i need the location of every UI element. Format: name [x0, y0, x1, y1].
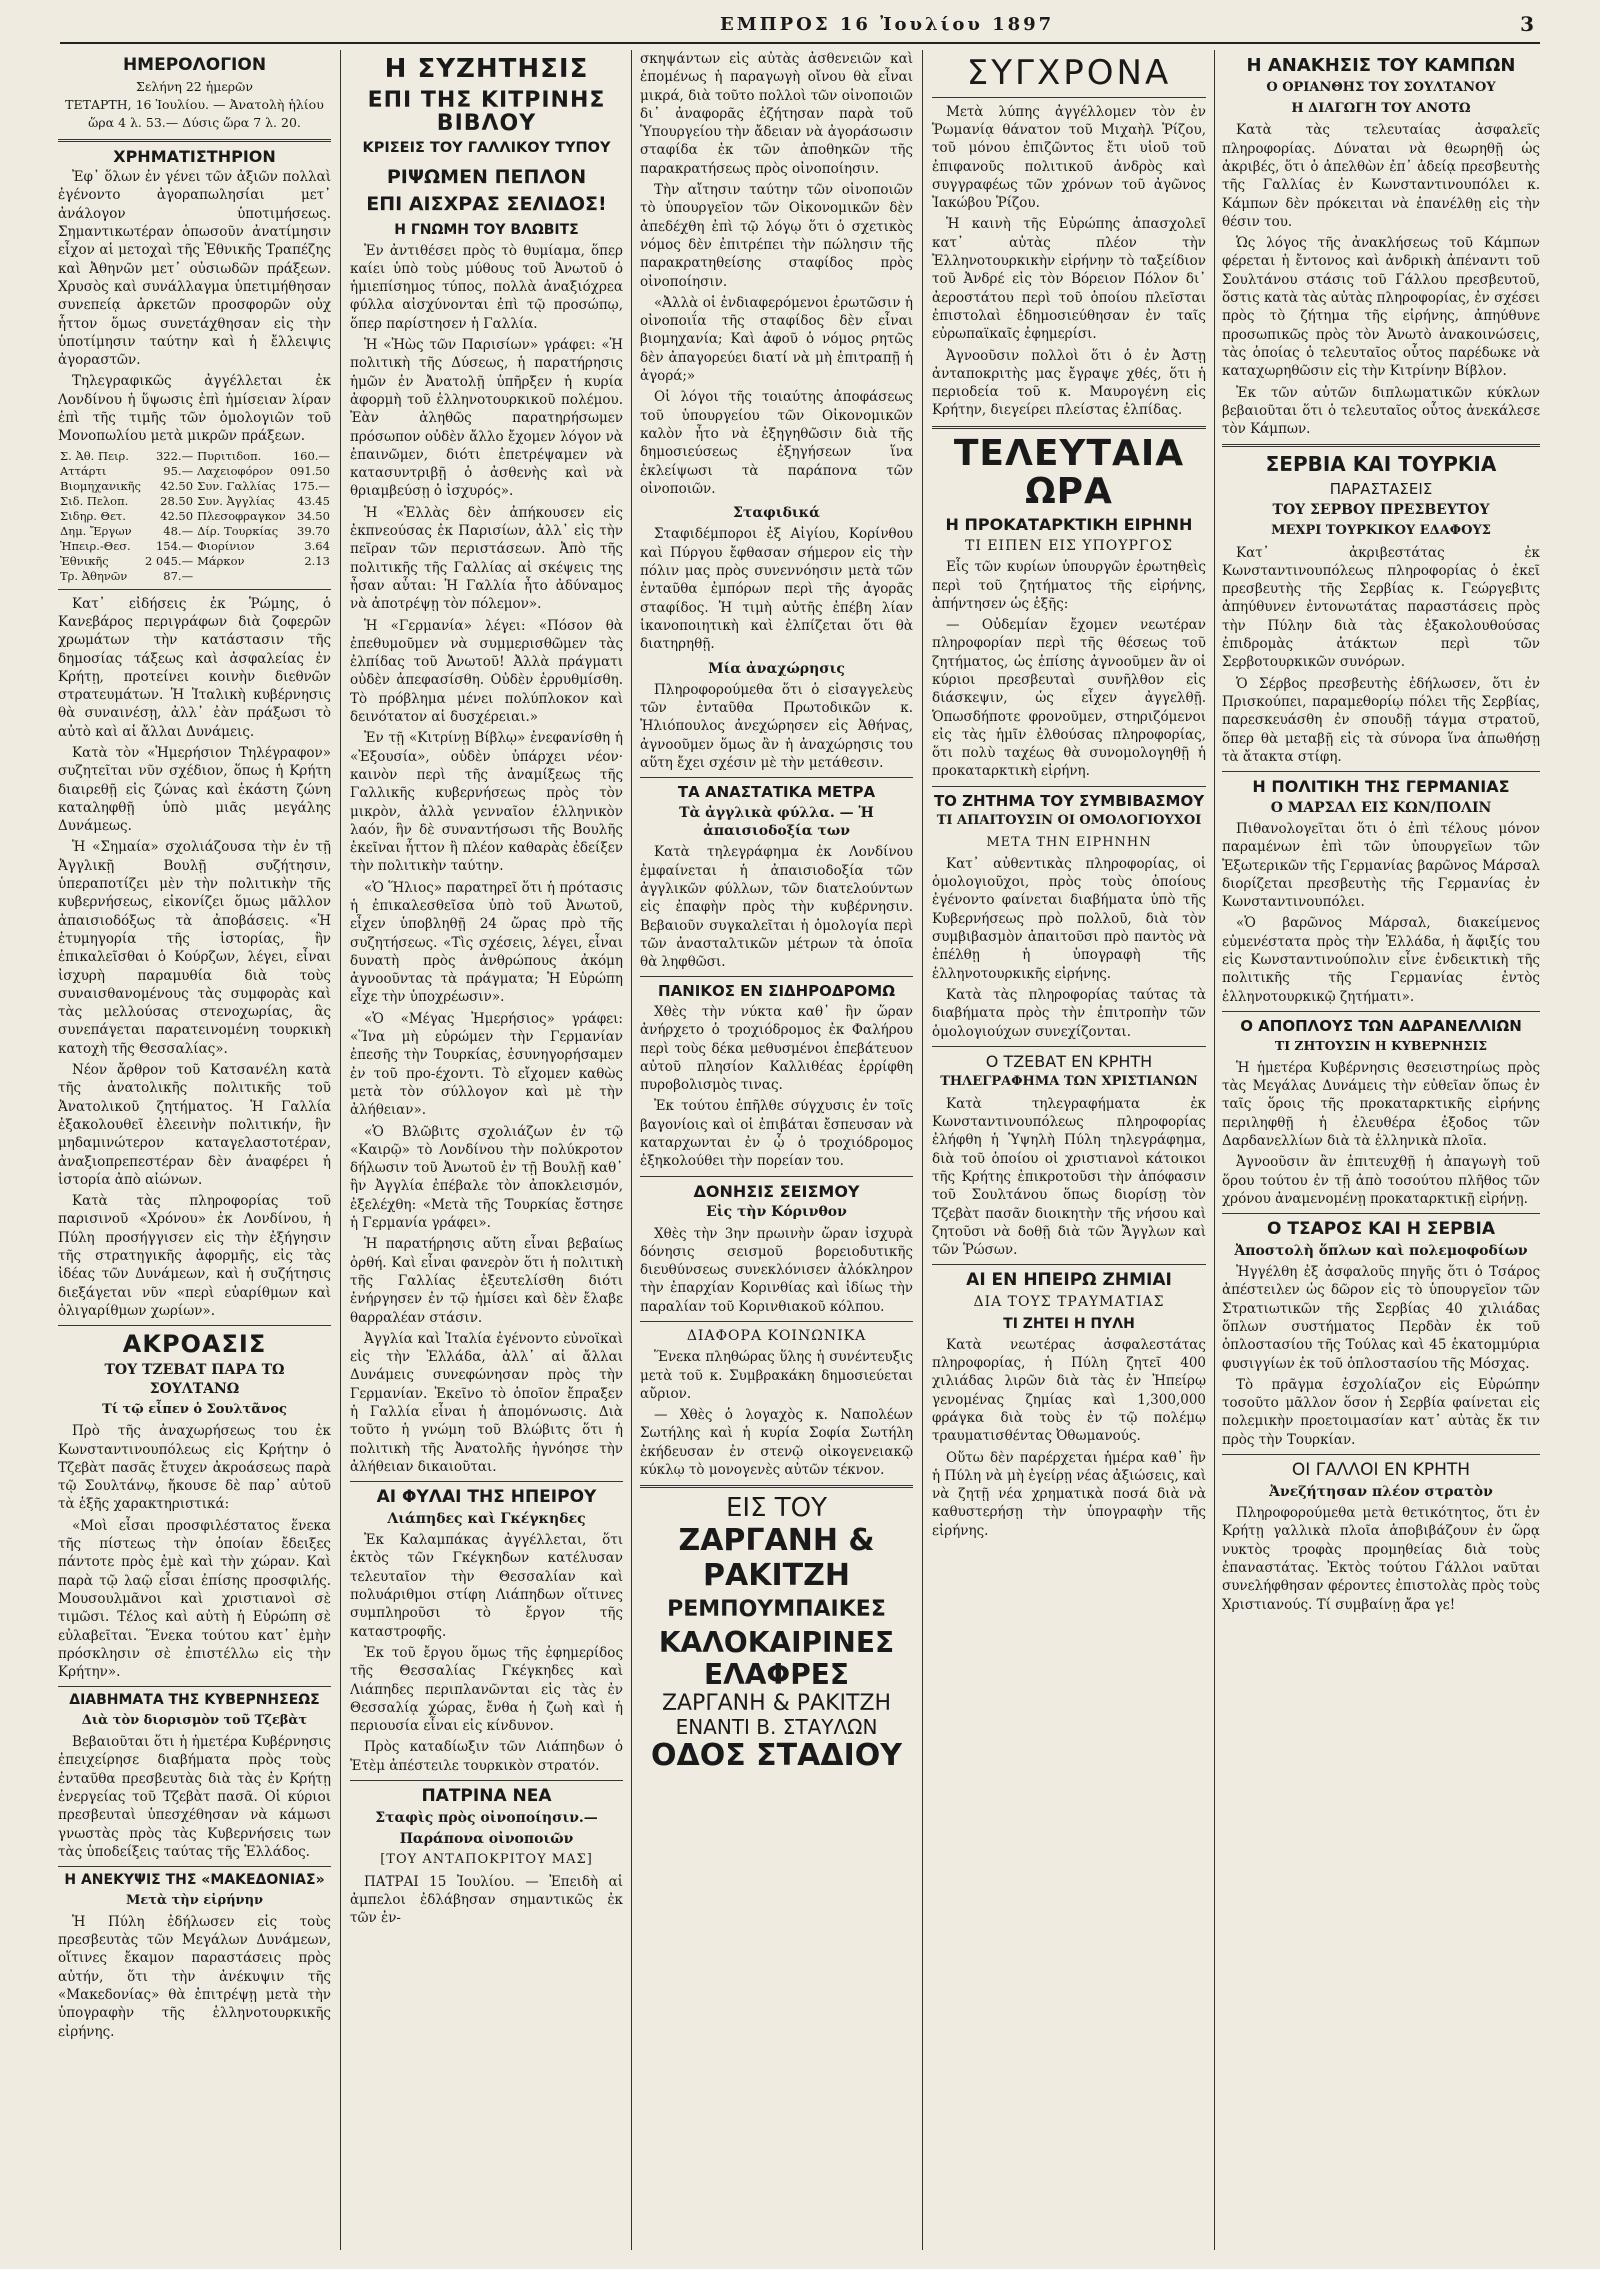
article-paragraph: «Ὁ «Μέγας Ἠμερήσιος» γράφει: «Ἵνα μὴ εὑρώμεν τὴν Γερμανίαν ἐπεσῆς τὴν Τουρκίας, ἐσυνηγορήσαμεν ἐν τοῦ προ-έχοντι. Τὸ εἴχομεν καθὼς μετὰ τὸν σύλλογον καὶ μὲ τὴν ἀλήθειαν».: [350, 1010, 623, 1119]
article-subtitle: Ἀποστολὴ ὅπλων καὶ πολεμοφοδίων: [1234, 1242, 1528, 1259]
table-row: Σιδηρ. Θετ. 42.50 Πλεσοφραγκον 34.50: [60, 508, 330, 523]
article-title: ΠΑΤΡΙΝΑ ΝΕΑ: [421, 1786, 552, 1807]
article-paragraph: «Ἀλλὰ οἱ ἐνδιαφερόμενοι ἐρωτῶσιν ἡ οἰνοποιΐα τῆς σταφίδος δὲν εἶναι βιομηχανία; Καὶ ἀφοῦ ὁ νόμος ρητῶς δὲν ἀπαγορεύει διατί νὰ μὴ ἐπιτραπῇ ἡ ἀγορά;»: [640, 294, 913, 385]
column-5: [1222, 50, 1540, 2250]
news-paragraph: Νέον ἄρθρον τοῦ Κατσανέλη κατὰ τῆς ἀνατολικῆς πολιτικῆς τοῦ Ἀνατολικοῦ ζητήματος. Ἡ Γαλλία ἐξακολουθεῖ ἐλεεινὴν πολιτικήν, ἣν μηδαμινώτερον καταγελαστοτέραν, ἀναξιοπρεπεστέραν δὲν ἀναφέρει ἡ ἱστορία ἀπὸ αἰώνων.: [58, 1062, 331, 1188]
article-paragraph: Κατ᾽ ἀκριβεστάτας ἐκ Κωνσταντινουπόλεως πληροφορίας ὁ ἐκεῖ πρεσβευτὴς τῆς Σερβίας κ. Γεώργεβιτς ἀπηύθυνεν ἐντονωτάτας παραστάσεις πρὸς τὴν Πύλην διὰ τὰς ἐξακολουθούσας ἐπιδρομὰς ἀτάκτων περὶ τῶν Σερβοτουρκικῶν συνόρων.: [1222, 544, 1540, 671]
column-rule: [631, 50, 632, 2250]
article-paragraph: Κατὰ νεωτέρας ἀσφαλεστάτας πληροφορίας, ἡ Πύλη ζητεῖ 400 χιλιάδας λιρῶν διὰ τὰς ἐν Ἠπείρῳ γενομένας ζημίας καὶ 1,300,000 φράγκα διὰ τοὺς ἐν τῷ πολέμῳ τραυματισθέντας Ὀθωμανούς.: [932, 1336, 1206, 1445]
ad-line: ΖΑΡΓΑΝΗ & ΡΑΚΙΤΖΗ: [678, 1523, 875, 1593]
column-4: [932, 50, 1206, 2250]
article-subtitle: ΔΙΑ ΤΟΥΣ ΤΡΑΥΜΑΤΙΑΣ: [973, 1294, 1165, 1311]
article-paragraph: Ἀγγλία καὶ Ἰταλία ἐγένοντο εὐνοϊκαὶ εἰς τὴν Ἑλλάδα, ἀλλ᾽ αἱ ἄλλαι Δυνάμεις συνεφώνησαν πρὸς τὴν Γερμανίαν. Ἐκεῖνο τὸ ὁποῖον ἔπραξεν ἡ Γαλλία εἶναι ἡ ἀπομόνωσις. Διὰ τοῦτο ἡ γνώμη τοῦ Βλώβιτς ὅτι ἡ πολιτικὴ τῆς Ἀνατολῆς ἠγνόησε τὴν ἀλήθειαν δικαιοῦται.: [350, 1330, 623, 1475]
article-paragraph: — Χθὲς ὁ λογαχὸς κ. Ναπολέων Σωτήλης καὶ ἡ κυρία Σοφία Σωτήλη ἐκήδευσαν ἐν στενῷ οἰκογενειακῷ κύκλῳ τὸ μονογενὲς αὐτῶν τέκνον.: [640, 1407, 913, 1479]
article-subtitle: Σταφὶς πρὸς οἰνοποίησιν.—: [375, 1809, 598, 1826]
article-paragraph: «Ὁ Βλῶβιτς σχολιάζων ἐν τῷ «Καιρῷ» τὸ Λονδίνου τὴν πολύκροτον δήλωσιν τοῦ Ἀνωτοῦ ἐν τῇ Βουλῇ καθ᾽ ἣν Ἀγγλία ἐπέβαλε τὸν ἀποκλεισμόν, ἐξελέχθη: «Μετὰ τῆς Τουρκίας ἔστησε ἡ Γερμανία γράφει».: [350, 1123, 623, 1232]
article-subtitle: ΤΟΥ ΤΖΕΒΑΤ ΠΑΡΑ ΤΩ ΣΟΥΛΤΑΝΩ: [104, 1362, 285, 1397]
divider: [350, 1481, 623, 1482]
divider: [58, 1686, 331, 1687]
article-paragraph: Σταφιδέμποροι ἐξ Αἰγίου, Κορίνθου καὶ Πύργου ἔφθασαν σήμερον εἰς τὴν πόλιν μας πρὸς συνεννόησιν μετὰ τῶν ἐνταῦθα ἐμπόρων περὶ τῆς ἀγορᾶς σταφίδος. Ἡ τιμὴ αὐτῆς ἐπέβη λίαν ἱκανοποιητικὴ καὶ ἐλπίζεται ὅτι θὰ διατηρηθῇ.: [640, 526, 913, 653]
calendar-title: ΗΜΕΡΟΛΟΓΙΟΝ: [122, 55, 267, 75]
article-paragraph: Ἡ παρατήρησις αὕτη εἶναι βεβαίως ὀρθή. Καὶ εἶναι φανερὸν ὅτι ἡ πολιτικὴ τῆς Γαλλίας ἐξευτελίσθη διότι ἐνήργησεν ἐν τῷ ἡμίσει καὶ δὲν ἔλαβε θαρραλέαν στάσιν.: [350, 1236, 623, 1326]
ad-line: ΕΙΣ ΤΟΥ: [725, 1493, 828, 1524]
table-row: Ἠπειρ.-Θεσ. 154.— Φιορίνιον 3.64: [60, 538, 330, 553]
divider: [640, 1485, 913, 1488]
article-subtitle: Ο ΜΑΡΣΑΛ ΕΙΣ ΚΩΝ/ΠΟΛΙΝ: [1270, 799, 1492, 816]
divider: [58, 589, 331, 590]
table-row: Βιομηχανικῆς 42.50 Συν. Γαλλίας 175.—: [60, 478, 330, 493]
article-paragraph: Κατὰ τηλεγράφημα ἐκ Λονδίνου ἐμφαίνεται ἡ ἀπαισιοδοξία τῶν ἀγγλικῶν φύλλων, τῶν διατελούντων εἰς ἐπαφὴν πρὸς τὴν κυβέρνησιν. Βεβαιοῦν συγκαλεῖται ἡ ὁμολογία περὶ τῶν ἀνασταλτικῶν μέτρων τὰ ὁποῖα θὰ ληφθῶσι.: [640, 844, 913, 971]
market-paragraph: Ἐφ᾽ ὅλων ἐν γένει τῶν ἀξιῶν πολλαὶ ἐγένοντο ἀγοραπωλησίαι μετ᾽ ἀνάλογον ὑποτιμήσεως. Σημαντικωτέραν ὁπωσοῦν ἀνατίμησιν εἶχον αἱ μετοχαὶ τῆς Ἐθνικῆς Τραπέζης καὶ Ἀθηνῶν μετ᾽ οὐσιωδῶν πράξεων. Χρυσὸς καὶ συνάλλαγμα ὑπετιμήθησαν συνεπείᾳ ἀρκετῶν προσφορῶν οὐχ ἧττον ὅμως συνετάχθησαν εἰς τὴν ὑποτίμησιν ταύτην καὶ ἡ ἔλλειψις ἀγοραστῶν.: [58, 169, 331, 369]
article-paragraph: Οἱ λόγοι τῆς τοιαύτης ἀποφάσεως τοῦ ὑπουργείου τῶν Οἰκονομικῶν καλὸν ἦτο νὰ ἐξηγηθῶσιν διὰ τῆς δημοσιεύσεως ἐξηγήσεων ἵνα ἐκλείψωσι τὰ παράπονα τῶν οἰνοποιῶν.: [640, 389, 913, 497]
masthead: [60, 8, 1540, 44]
article-paragraph: Ἕνεκα πληθώρας ὕλης ἡ συνέντευξις μετὰ τοῦ κ. Συμβρακάκη δημοσιεύεται αὔριον.: [640, 1349, 913, 1402]
article-paragraph: Ἐκ τῶν αὐτῶν διπλωματικῶν κύκλων βεβαιοῦται ὅτι ὁ τελευταῖος οὗτος ἀνεκάλεσε τὸν Κάμπων.: [1222, 384, 1540, 438]
divider: [1222, 1213, 1540, 1214]
article-title: ΟΙ ΓΑΛΛΟΙ ΕΝ ΚΡΗΤΗ: [1291, 1460, 1471, 1481]
article-title: ΣΕΡΒΙΑ ΚΑΙ ΤΟΥΡΚΙΑ: [1265, 452, 1497, 477]
article-paragraph: ΠΑΤΡΑΙ 15 Ἰουλίου. — Ἐπειδὴ αἱ ἀμπελοι ἐδλάβησαν σημαντικῶς ἐκ τῶν ἐν-: [350, 1873, 623, 1927]
article-title: ΔΙΑΦΟΡΑ ΚΟΙΝΩΝΙΚΑ: [686, 1328, 867, 1344]
article-paragraph: Ἡ ἡμετέρα Κυβέρνησις θεσειστηρίως πρὸς τὰς Μεγάλας Δυνάμεις τὴν εὐθεῖαν ὅπως ἐν ταῖς ὅροις τῆς προκαταρκτικῆς εἰρήνης περιληφθῇ ἡ ἐλευθέρα ἐξοδος τῶν Δαρδανελλίων διὰ τὰ ἑλληνικὰ πλοῖα.: [1222, 1059, 1540, 1149]
article-paragraph: Ὁ Σέρβος πρεσβευτὴς ἐδήλωσεν, ὅτι ἐν Πρισκούπει, παραμεθορίῳ πόλει τῆς Σερβίας, παρεσκευάσθη ἐν σπουδῇ τάγμα στρατοῦ, ὅπερ θὰ μεταβῇ εἰς τὰ σύνορα ἵνα ἀπωθήσῃ τὰ ἄτακτα στίφη.: [1222, 675, 1540, 765]
divider: [58, 139, 331, 142]
article-title: ΑΚΡΟΑΣΙΣ: [122, 1330, 267, 1359]
article-paragraph: Ἐκ Καλαμπάκας ἀγγέλλεται, ὅτι ἐκτὸς τῶν Γκέγκηδων κατέλυσαν τελευταῖον τὴν Θεσσαλίαν καὶ πολυάριθμοι στίφη Λιάπηδων οἵτινες συμπληροῦσι τὸ ἔργον τῆς καταστροφῆς.: [350, 1532, 623, 1640]
article-subtitle: Η ΓΝΩΜΗ ΤΟΥ ΒΛΩΒΙΤΣ: [394, 222, 579, 239]
article-title: Ο ΤΖΕΒΑΤ ΕΝ ΚΡΗΤΗ: [985, 1051, 1153, 1071]
divider: [932, 1046, 1206, 1047]
article-paragraph: Πρὸ τῆς ἀναχωρήσεως του ἐκ Κωνσταντινουπόλεως εἰς Κρήτην ὁ Τζεβὰτ πασᾶς ἔτυχεν ἀκροάσεως παρὰ τῷ Σουλτάνῳ, ἤκουσε δὲ παρ᾽ αὐτοῦ τὰ ἑξῆς χαρακτηριστικά:: [58, 1423, 331, 1513]
article-title: ΑΙ ΦΥΛΑΙ ΤΗΣ ΗΠΕΙΡΟΥ: [376, 1487, 597, 1508]
article-paragraph: Ἡ «Γερμανία» λέγει: «Πόσον θὰ ἐπεθυμοῦμεν νὰ συμμερισθῶμεν τὰς ἐλπίδας τοῦ Ἀνωτοῦ! Ἀλλὰ πράγματι οὐδὲν ἀπεφασίσθη. Οὐδὲν ἐρρυθμίσθη. Τὸ πρόβλημα μένει πολύπλοκον καὶ δεινότατον αἱ δυσχέρειαι.»: [350, 617, 623, 726]
article-paragraph: Πιθανολογεῖται ὅτι ὁ ἐπὶ τέλους μόνον παραμένων ἐπὶ τῶν ὑπουργεῖων τῶν Ἐξωτερικῶν τῆς Γερμανίας βαρῶνος Μάρσαλ διορίζεται πρεσβευτὴς τῆς Γερμανίας ἐν Κωνσταντινουπόλει.: [1222, 820, 1540, 911]
column-rule: [340, 50, 341, 2250]
ad-line: ΡΕΜΠΟΥΜΠΑΙΚΕΣ: [667, 1597, 886, 1623]
article-title: ΤΟ ΖΗΤΗΜΑ ΤΟΥ ΣΥΜΒΙΒΑΣΜΟΥ: [933, 791, 1205, 810]
column-rule: [922, 50, 923, 2250]
article-paragraph: Ἀγνοοῦσιν πολλοὶ ὅτι ὁ ἐν Ἀστῃ ἀνταποκριτὴς μας ἔγραψε χθές, ὅτι ἡ περιοδεία τοῦ κ. Μαυρογένη εἰς Κρήτην, διεγείρει πλείστας ἐλπίδας.: [932, 347, 1206, 419]
article-subtitle: ΤΙ ΕΙΠΕΝ ΕΙΣ ΥΠΟΥΡΓΟΣ: [965, 537, 1173, 554]
article-subtitle: Η ΠΡΟΚΑΤΑΡΚΤΙΚΗ ΕΙΡΗΝΗ: [945, 515, 1193, 535]
article-paragraph: Ἐκ τοῦ ἔργου ὅμως τῆς ἐφημερίδος τῆς Θεσσαλίας Γκέγκηδες καὶ Λιάπηδες περιπλανῶνται εἰς τὰς ἐν Θεσσαλίᾳ χώρας, ἔνθα ἡ ζωὴ καὶ ἡ περιουσία εἶναι εἰς κίνδυνον.: [350, 1644, 623, 1735]
calendar-line: ΤΕΤΑΡΤΗ, 16 Ἰουλίου. — Ἀνατολὴ ἡλίου ὥρα 4 λ. 53.— Δύσις ὥρα 7 λ. 20.: [65, 96, 324, 131]
news-paragraph: Κατὰ τὸν «Ἡμερήσιον Τηλέγραφον» συζητεῖται νῦν σχέδιον, ὅπως ἡ Κρήτη διαιρεθῇ εἰς ζώνας καὶ ἑκάστη ζώνη καταληφθῇ ὑπὸ μιᾶς μεγάλης Δυνάμεως.: [58, 745, 331, 835]
article-paragraph: Ἡ Πύλη ἐδήλωσεν εἰς τοὺς πρεσβευτὰς τῶν Μεγάλων Δυνάμεων, οἵτινες ἔκαμον παραστάσεις πρὸς αὐτήν, ὅτι τὴν ἀνέκυψιν τῆς «Μακεδονίας» θὰ ἐπιτρέψῃ μετὰ τὴν ὑπογραφὴν τῆς ἑλληνοτουρκικῆς εἰρήνης.: [58, 1913, 331, 2040]
divider: [58, 1866, 331, 1867]
article-paragraph: Ἠγγέλθη ἐξ ἀσφαλοῦς πηγῆς ὅτι ὁ Τσάρος ἀπέστειλεν ὡς δῶρον εἰς τὸ ὑπουργεῖον τῶν Στρατιωτικῶν τῆς Σερβίας 40 χιλιάδας ὅπλων συστήματος Περδὰν ἐκ τοῦ ὁπλοστασίου τῆς Τούλας καὶ 45 ἑκατομμύρια φυσιγγίων ἐκ τοῦ ὁπλοστασίου τῆς Μόσχας.: [1222, 1264, 1540, 1372]
article-title: ΑΙ ΕΝ ΗΠΕΙΡΩ ΖΗΜΙΑΙ: [966, 1270, 1172, 1291]
article-title: ΕΠΙ ΤΗΣ ΚΙΤΡΙΝΗΣ ΒΙΒΛΟΥ: [367, 88, 606, 137]
ad-line: ΖΑΡΓΑΝΗ & ΡΑΚΙΤΖΗ: [661, 1690, 892, 1716]
article-paragraph: Πληροφορούμεθα ὅτι ὁ εἰσαγγελεὺς τῶν ἐνταῦθα Πρωτοδικῶν κ. Ἠλιόπουλος ἀνεχώρησεν εἰς Ἀθήνας, ἀγνοοῦμεν ὅμως ἂν ἡ ἀναχώρησις του αὕτη ἔχει σχέσιν μὲ τὴν μετάθεσιν.: [640, 681, 913, 771]
divider: [640, 1176, 913, 1177]
article-title: Η ΣΥΖΗΤΗΣΙΣ: [384, 54, 589, 84]
article-paragraph: Χθὲς τὴν νύκτα καθ᾽ ἣν ὥραν ἀνήρχετο ὁ τροχιόδρομος ἐκ Φαλήρου περὶ τοὺς δέκα μεθυσμένοι ἐπεβάτευον αὐτοῦ πλησίον Καλλιθέας ἐρρίφθη πυροβολισμὸς τινας.: [640, 1003, 913, 1094]
article-title: ΠΑΝΙΚΟΣ ΕΝ ΣΙΔΗΡΟΔΡΟΜΩ: [658, 982, 895, 1001]
divider: [932, 426, 1206, 429]
divider: [1222, 1011, 1540, 1012]
article-subtitle: Εἰς τὴν Κόρινθον: [706, 1204, 847, 1221]
section-title: ΣΥΓΧΡΟΝΑ: [966, 53, 1172, 93]
article-paragraph: Ἡ «Ἑλλὰς δὲν ἀπήκουσεν εἰς ἐκπνεούσας ἐκ Παρισίων, ἀλλ᾽ εἰς τὴν πεῖραν τῶν περιστάσεων. Ἀπὸ τῆς πολιτικῆς τῆς Γαλλίας αἱ σκέψεις της ἦσαν αὗται: Ἡ Γαλλία ἦτο ἀδύναμος νὰ ἀποτρέψῃ τὸν πόλεμον».: [350, 504, 623, 613]
article-paragraph: Κατὰ τὰς πληροφορίας ταύτας τὰ διαβήματα πρὸς τὴν ἐπιτροπὴν τῶν ὁμολογιούχων συνεχίζονται.: [932, 986, 1206, 1040]
article-paragraph: Τὴν αἴτησιν ταύτην τῶν οἰνοποιῶν τὸ ὑπουργεῖον τῶν Οἰκονομικῶν δὲν ἀπεδέχθη ἐπὶ τῷ λόγῳ ὅτι ὁ σχετικὸς νόμος δὲν ἐπιτρέπει τὴν πώλησιν τῆς παρακρατηθείσης σταφίδος πρὸς οἰνοποίησιν.: [640, 182, 913, 290]
ad-line: ΟΔΟΣ ΣΤΑΔΙΟΥ: [651, 1738, 902, 1774]
article-subtitle: [ΤΟΥ ΑΝΤΑΠΟΚΡΙΤΟΥ ΜΑΣ]: [380, 1852, 593, 1868]
ad-line: ΕΛΑΦΡΕΣ: [703, 1657, 850, 1691]
column-1: [58, 50, 331, 2250]
calendar-line: Σελήνη 22 ἡμερῶν: [136, 78, 253, 94]
section-title: ΤΕΛΕΥΤΑΙΑ ΩΡΑ: [953, 432, 1185, 512]
article-paragraph: Κατὰ τηλεγραφήματα ἐκ Κωνσταντινουπόλεως πληροφορίας ἐλήφθη ἡ Ὑψηλὴ Πύλη τηλεγράφημα, διὰ τοῦ ὁποίου οἱ χριστιανοὶ κάτοικοι τῆς Κρήτης ἐπικροτοῦσι τὴν ἀπόφασιν τοῦ Σουλτάνου ὅπως διορίσῃ τὸν Τζεβὰτ πασᾶν διοικητὴν τῆς νήσου καὶ ζητοῦσι νὰ δοθῇ διὰ τῶν Ἄγγλων καὶ τῶν Ῥώσων.: [932, 1095, 1206, 1259]
article-subtitle: Τί τῷ εἶπεν ὁ Σουλτᾶνος: [102, 1401, 287, 1417]
article-subtitle: ΕΠΙ ΑΙΣΧΡΑΣ ΣΕΛΙΔΟΣ!: [366, 193, 607, 216]
article-paragraph: Βεβαιοῦται ὅτι ἡ ἡμετέρα Κυβέρνησις ἐπειχείρησε διαβήματα πρὸς τοὺς ἐνταῦθα πρεσβευτὰς διὰ τὰς ἐν Κρήτῃ ἐνεργείας τοῦ Τζεβὰτ πασᾶ. Οἱ κύριοι πρεσβευταὶ ὑπεσχέθησαν νὰ κάμωσι γνωστὰς πρὸς τὰς Κυβερνήσεις των τὰς ὑποδείξεις ταύτας τῆς Ἑλλάδος.: [58, 1734, 331, 1860]
article-title: ΔΙΑΒΗΜΑΤΑ ΤΗΣ ΚΥΒΕΡΝΗΣΕΩΣ: [69, 1692, 320, 1709]
article-title: Η ΠΟΛΙΤΙΚΗ ΤΗΣ ΓΕΡΜΑΝΙΑΣ: [1252, 777, 1510, 797]
article-paragraph: Κατ᾽ αὐθεντικὰς πληροφορίας, οἱ ὁμολογιοῦχοι, πρὸς τοὺς ὁποίους ἐγένοντο φαίνεται διαβήματα ὑπὸ τῆς Κυβερνήσεως πρὸ πολλοῦ, διὰ τὸν συμβιβασμὸν ἀπαιτοῦσι πρὸ παντὸς νὰ ἐπέλθῃ ἡ ὑπογραφὴ τῆς ἑλληνοτουρκικῆς εἰρήνης.: [932, 855, 1206, 982]
article-subtitle: Λιάπηδες καὶ Γκέγκηδες: [387, 1510, 586, 1527]
article-paragraph: Εἷς τῶν κυρίων ὑπουργῶν ἐρωτηθεὶς περὶ τοῦ ζητήματος τῆς εἰρήνης, ἀπήντησεν ὡς ἑξῆς:: [932, 559, 1206, 612]
news-paragraph: Κατὰ τὰς πληροφορίας τοῦ παρισινοῦ «Χρόνου» ἐκ Λονδίνου, ἡ Πύλη προσήγγισεν εἰς τὴν ἐξήγησιν τῆς στρατηγικῆς ἀφορμῆς, εἰς τὰς ἰδέας τῶν Δυνάμεων, καὶ ἡ συζήτησις διεξάγεται νῦν «περὶ εὐαρίθμων καὶ ὀλιγαρίθμων χωρίων».: [58, 1193, 331, 1319]
article-subtitle: ΠΑΡΑΣΤΑΣΕΙΣ: [1329, 480, 1433, 499]
article-title: ΔΟΝΗΣΙΣ ΣΕΙΣΜΟΥ: [693, 1181, 860, 1201]
article-subtitle: ΤΙ ΖΗΤΟΥΣΙΝ Η ΚΥΒΕΡΝΗΣΙΣ: [1274, 1038, 1488, 1054]
article-paragraph: Ὡς λόγος τῆς ἀνακλήσεως τοῦ Κάμπων φέρεται ἡ ἔντονος καὶ ἀνδρικὴ ἀπέναντι τοῦ Σουλτάνου στάσις τοῦ Γάλλου πρεσβευτοῦ, ὅστις κατὰ τὰς αὐτὰς πληροφορίας, ἐν σχέσει πρὸς τὸ ζήτημα τῆς εἰρήνης, ἀπηύθυνε προσωπικῶς πρὸς τὸν Ἀνωτὸ ἀνακοινώσεις, τὰς ὁποίας ὁ τελευταῖος οὗτος παρέδωκε νὰ καταχωρηθῶσιν εἰς τὴν Κιτρίνην Βίβλον.: [1222, 235, 1540, 380]
divider: [932, 1264, 1206, 1265]
news-paragraph: Κατ᾽ εἰδήσεις ἐκ Ῥώμης, ὁ Κανεβάρος περιγράφων διὰ ζοφερῶν χρωμάτων τὴν κατάστασιν τῆς δημοσίας τάξεως καὶ ἀσφαλείας ἐν Κρήτῃ, προτείνει κοινὴν διεθνῶν στρατευμάτων. Ἡ Ἰταλικὴ κυβέρνησις θὰ συναινέσῃ, ἀλλ᾽ ἐὰν πράξωσι τὸ αὐτὸ καὶ αἱ ἄλλαι Δυνάμεις.: [58, 595, 331, 740]
table-row: Δημ. Ἔργων 48.— Δίρ. Τουρκίας 39.70: [60, 523, 330, 538]
column-2: [350, 50, 623, 2250]
article-title: Ο ΤΣΑΡΟΣ ΚΑΙ Η ΣΕΡΒΙΑ: [1266, 1219, 1496, 1240]
column-rule: [1214, 50, 1215, 2250]
article-paragraph: «Μοὶ εἶσαι προσφιλέστατος ἕνεκα τῆς πίστεως τὴν ὁποίαν ἔδειξες πάντοτε πρὸς ἐμὲ καὶ τὴν χώραν. Καὶ παρὰ τῷ λαῷ εἶσαι ἐπίσης προσφιλής. Μουσουλμᾶνοι καὶ χριστιανοὶ σὲ τιμῶσι. Τέλος καὶ αὐτὴ ἡ Εὐρώπη σὲ εὐλαβεῖται. Ἕνεκα τούτου κατ᾽ ἐμὴν πρόσκλησιν σὲ ἐπιστέλλω εἰς τὴν Κρήτην».: [58, 1517, 331, 1681]
article-paragraph: Κατὰ τὰς τελευταίας ἀσφαλεῖς πληροφορίας. Δύναται νὰ θεωρηθῇ ὡς ἀκριβές, ὅτι ὁ ἀπελθὼν ἐπ᾽ ἀδείᾳ πρεσβευτὴς τῆς Γαλλίας ἐν Κωνσταντινουπόλει κ. Κάμπων δὲν πρόκειται νὰ ἐπανέλθῃ εἰς τὴν θέσιν του.: [1222, 122, 1540, 230]
article-subtitle: Διὰ τὸν διορισμὸν τοῦ Τζεβὰτ: [81, 1712, 308, 1728]
article-paragraph: Ἐκ τούτου ἐπῆλθε σύγχυσις ἐν τοῖς βαγονίοις καὶ οἱ ἐπιβάται ἔσπευσαν νὰ καταρχωνται ἐν ᾧ ὁ τροχιόδρομος ἐξηκολούθει τὴν πορείαν του.: [640, 1098, 913, 1170]
ad-line: ΕΝΑΝΤΙ Β. ΣΤΑΥΛΩΝ: [675, 1715, 878, 1740]
table-row: Σιδ. Πελοπ. 28.50 Συν. Ἀγγλίας 43.45: [60, 493, 330, 508]
article-paragraph: Ἐν ἀντιθέσει πρὸς τὸ θυμίαμα, ὅπερ καίει ὑπὸ τοὺς μύθους τοῦ Ἀνωτοῦ ὁ ἡμιεπίσημος τύπος, πολλὰ ἀναξιόχρεα φύλλα αἰσχύνονται ἐπὶ τῷ προσώπῳ, ὅπερ παρίστησεν ἡ Γαλλία.: [350, 242, 623, 332]
advertisement: [640, 1494, 913, 1773]
article-paragraph: Ἡ «Ἠὼς τῶν Παρισίων» γράφει: «Ἡ πολιτικὴ τῆς Δύσεως, ἡ παρατήρησις ἡμῶν ἐν Ἀνατολῇ ὑπῆρξεν ἡ κυρία ἀφορμὴ τοῦ ἑλληνοτουρκικοῦ πολέμου. Ἐὰν ἀληθῶς παρατηρήσωμεν πρόσωπον οὐδὲν ἄλλο ἔχομεν λόγον νὰ ἐπαινῶμεν, διότι ἐπετρέψαμεν νὰ κατασυντριβῇ ὁ ἀσθενὴς καὶ νὰ θριαμβεύσῃ ὁ ἰσχυρός».: [350, 337, 623, 500]
article-paragraph: σκηψάντων εἰς αὐτὰς ἀσθενειῶν καὶ ἐπομένως ἡ παραγωγὴ οἴνου θὰ εἶναι μικρά, διὰ τοῦτο πολλοὶ τῶν οἰνοποιῶν δι᾽ ἀναφορᾶς ἐζήτησαν παρὰ τοῦ Ὑπουργείου τὴν ἄδειαν νὰ ἀγοράσωσιν σταφίδα ἐκ τῶν ἀποθηκῶν τῆς παρακρατήσεως πρὸς οἰνοποίησιν.: [640, 51, 913, 177]
article-paragraph: Πληροφορούμεθα μετὰ θετικότητος, ὅτι ἐν Κρήτῃ γαλλικὰ πλοῖα ἀποβιβάζουν ἐν ὥρᾳ νυκτὸς τροφὰς προμηθείας διὰ τοὺς ἐπαναστάτας. Ἐκτὸς τούτου Γάλλοι ναῦται συνελήφθησαν φέροντες ἐπιστολὰς πρὸς τοὺς Χριστιανούς. Τί συμβαίνῃ ἄρα γε!: [1222, 1505, 1540, 1613]
article-subtitle: ΤΙ ΑΠΑΙΤΟΥΣΙΝ ΟΙ ΟΜΟΛΟΓΙΟΥΧΟΙ: [936, 813, 1202, 829]
table-row: Αττάρτι 95.— Λαχειοφόρον 091.50: [60, 463, 330, 478]
article-title: Σταφιδικά: [733, 505, 820, 522]
article-subtitle: Η ΔΙΑΓΩΓΗ ΤΟΥ ΑΝΟΤΩ: [1291, 101, 1471, 117]
article-subtitle: ΜΕΤΑ ΤΗΝ ΕΙΡΗΝΗΝ: [986, 834, 1152, 850]
article-paragraph: Ἡ καινὴ τῆς Εὐρώπης ἀπασχολεῖ κατ᾽ αὐτὰς πλέον τὴν Ἐλληνοτουρκικὴν εἰρήνην τὸ ταξείδιον τοῦ Ἀνδρέ εἰς τὸν Βόρειον Πόλον δι᾽ ἀεροστάτου περὶ τοῦ ὁποίου πλεῖσται ἐπιστολαὶ ἐδημοσιεύθησαν ἐν ταῖς εὐρωπαϊκαῖς ἐφημερίσι.: [932, 216, 1206, 343]
quotes-table: [58, 449, 331, 584]
market-paragraph: Τηλεγραφικῶς ἀγγέλλεται ἐκ Λονδίνου ἡ ὕψωσις ἐπὶ ἡμίσειαν λίραν ἐπὶ τῆς τιμῆς τῶν ὁμολογιῶν τοῦ Μονοπωλίου μετὰ μικρῶν πράξεων.: [58, 373, 331, 445]
article-subtitle: Παράπονα οἰνοποιῶν: [399, 1831, 574, 1848]
divider: [932, 786, 1206, 787]
table-row: Ἐθνικῆς 2 045.— Μάρκον 2.13: [60, 553, 330, 568]
article-subtitle: ΤΟΥ ΣΕΡΒΟΥ ΠΡΕΣΒΕΥΤΟΥ: [1272, 501, 1490, 518]
article-title: Η ΑΝΕΚΥΨΙΣ ΤΗΣ «ΜΑΚΕΔΟΝΙΑΣ»: [64, 1872, 325, 1889]
article-paragraph: — Οὐδεμίαν ἔχομεν νεωτέραν πληροφορίαν περὶ τῆς θέσεως τοῦ ζητήματος, ὡς ἐπίσης ἀγνοοῦμεν ἂν οἱ κύριοι πρεσβευταὶ συνῆλθον εἰς διάσκεψιν, ὡς εἶχεν ἀγγελθῇ. Ὁπωσδήποτε φρονοῦμεν, στηριζόμενοι εἰς τὰς ἡμῖν ἐλθούσας πληροφορίας, ὅτι πολὺ ταχέως θὰ συνομολογηθῇ ἡ προκαταρκτικὴ εἰρήνη.: [932, 617, 1206, 780]
article-paragraph: Τὸ πρᾶγμα ἐσχολίαζον εἰς Εὐρώπην τοσοῦτο μᾶλλον ὅσον ἡ Σερβία φαίνεται εἰς πολεμικὴν προετοιμασίαν κατ᾽ αὐτὰς ἔκ τιν πρὸς τὴν Τουρκίαν.: [1222, 1376, 1540, 1448]
article-paragraph: «Ὁ βαρῶνος Μάρσαλ, διακείμενος εὐμενέστατα πρὸς τὴν Ἑλλάδα, ἡ ἄφιξίς του εἰς Κωνσταντινούπολιν εἶνε ἐνδεικτικὴ τῆς πολιτικῆς τῆς Γερμανίας ἐντὸς ἑλληνοτουρκικῷ ζητήματι».: [1222, 915, 1540, 1005]
divider: [1222, 771, 1540, 772]
article-title: ΤΑ ΑΝΑΣΤΑΤΙΚΑ ΜΕΤΡΑ: [677, 783, 876, 802]
ad-line: ΚΑΛΟΚΑΙΡΙΝΕΣ: [658, 1625, 895, 1659]
article-subtitle: Μετὰ τὴν εἰρήνην: [125, 1892, 264, 1908]
divider: [1222, 444, 1540, 447]
article-subtitle: ΚΡΙΣΕΙΣ ΤΟΥ ΓΑΛΛΙΚΟΥ ΤΥΠΟΥ: [362, 140, 611, 157]
article-title: Μία ἀναχώρησις: [708, 660, 845, 677]
article-subtitle: Ο ΟΡΙΑΝΘΗΣ ΤΟΥ ΣΟΥΛΤΑΝΟΥ: [1266, 79, 1496, 95]
divider: [640, 976, 913, 977]
divider: [640, 1321, 913, 1322]
column-3: [640, 50, 913, 2250]
article-subtitle: Ἀνεζήτησαν πλέον στρατὸν: [1269, 1483, 1493, 1500]
divider: [58, 1325, 331, 1326]
article-subtitle: ΤΗΛΕΓΡΑΦΗΜΑ ΤΩΝ ΧΡΙΣΤΙΑΝΩΝ: [940, 1074, 1198, 1090]
table-row: Τρ. Ἀθηνῶν 87.—: [60, 568, 194, 583]
table-row: Σ. Ἀθ. Πειρ. 322.— Πυριτιδοπ. 160.—: [60, 448, 330, 463]
newspaper-name: ΕΜΠΡΟΣ 16 Ἰουλίου 1897: [720, 14, 1055, 35]
divider: [932, 97, 1206, 98]
article-paragraph: Ἐν τῇ «Κιτρίνῃ Βίβλῳ» ἐνεφανίσθη ἡ «Ἐξουσία», οὐδὲν ὑπάρχει νέον· καινὸν περὶ τῆς ἀναμίξεως τῆς Γαλλικῆς κυβερνήσεως πρὸς τὸν μικρὸν, ἀλλὰ γενναῖον ἑλληνικὸν λαόν, ἣν δὲ συναντήσωσι τῆς Βουλῆς ἐκεῖναι ἧττον ἢ πλέον καθαρὰς ἐδείξεν τὴν πολιτικὴν ταύτην.: [350, 730, 623, 875]
article-subtitle: ΜΕΧΡΙ ΤΟΥΡΚΙΚΟΥ ΕΔΑΦΟΥΣ: [1271, 523, 1491, 539]
page-number: 3: [1520, 12, 1534, 36]
news-paragraph: Ἡ «Σημαία» σχολιάζουσα τὴν ἐν τῇ Ἀγγλικῇ Βουλῇ συζήτησιν, ὑπεραποτίζει μὲν τὴν πολιτικὴν τῆς κυβερνήσεως, εἰκονίζει ὅμως μᾶλλον ἀπαισιοδόξως τὰ ἀποβάσεις. «Ἡ ἑτυμηγορία τῆς ἱστορίας, ἣν ἐπικαλεῖσθαι ὁ Κούρζων, λέγει, εἶναι ἰσχυρὴ παραμυθία διὰ τοὺς συναισθανομένους τὰς συμφορὰς καὶ τὰς μελλούσας στενοχωρίας, ἃς συνεπάγεται παρατεινομένη τουρκικὴ κατοχὴ τῆς Θεσσαλίας».: [58, 839, 331, 1057]
divider: [1222, 1454, 1540, 1455]
article-title: Η ΑΝΑΚΗΣΙΣ ΤΟΥ ΚΑΜΠΩΝ: [1246, 55, 1516, 76]
article-paragraph: Ἀγνοοῦσιν ἂν ἐπιτευχθῇ ἡ ἀπαγωγὴ τοῦ ὅρου τούτου ἐν τῇ ἀπὸ τοσούτου πλῆθος τῶν χρόνου ἀναμενομένῃ προκαταρκτικῇ εἰρήνῃ.: [1222, 1154, 1540, 1207]
article-title: Ο ΑΠΟΠΛΟΥΣ ΤΩΝ ΑΔΡΑΝΕΛΛΙΩΝ: [1240, 1016, 1522, 1035]
divider: [640, 777, 913, 778]
article-subtitle: ΤΙ ΖΗΤΕΙ Η ΠΥΛΗ: [1003, 1316, 1135, 1333]
article-subtitle: Τὰ ἀγγλικὰ φύλλα. — Ἡ ἀπαισιοδοξία των: [679, 804, 874, 840]
article-paragraph: Πρὸς καταδίωξιν τῶν Λιάπηδων ὁ Ἐτὲμ ἀπέστειλε τουρκικὸν στρατόν.: [350, 1739, 623, 1774]
article-paragraph: Χθὲς τὴν 3ην πρωινὴν ὥραν ἰσχυρὰ δόνησις σεισμοῦ βορειοδυτικῆς διευθύνσεως συνεκλόνισεν ἀλόκληρον τὴν ἐπαρχίαν Κορινθίας καὶ ἰδίως τὴν παραλίαν τοῦ Κορινθιακοῦ κόλπου.: [640, 1225, 913, 1315]
article-paragraph: Μετὰ λύπης ἀγγέλλομεν τὸν ἐν Ῥωμανίᾳ θάνατον τοῦ Μιχαὴλ Ῥίζου, τοῦ μόνου ἐπιζῶντος ἔτι υἱοῦ τοῦ ἐπιφανοῦς πολιτικοῦ ἀνδρὸς καὶ συγγραφέως τῶν χρόνων τοῦ ἀγῶνος Ἰακώβου Ῥίζου.: [932, 103, 1206, 212]
article-subtitle: ΡΙΨΩΜΕΝ ΠΕΠΛΟΝ: [386, 166, 587, 189]
market-title: ΧΡΗΜΑΤΙΣΤΗΡΙΟΝ: [113, 146, 276, 166]
article-paragraph: «Ὁ Ἥλιος» παρατηρεῖ ὅτι ἡ πρότασις ἡ ἐπικαλεσθεῖσα ὑπὸ τοῦ Ἀνωτοῦ, εἶχεν ὑποβληθῇ 24 ὥρας πρὸ τῆς συζητήσεως. «Τὶς σχέσεις, λέγει, εἶναι δυνατὴ πρὸς ἀνθρώπους ἀκόμη ἀγνοοῦντας τὰ πράγματα; Ἡ Εὐρώπη εἶχε τὴν ὑποχρέωσιν».: [350, 879, 623, 1006]
divider: [350, 1780, 623, 1781]
article-paragraph: Οὕτω δὲν παρέρχεται ἡμέρα καθ᾽ ἣν ἡ Πύλη νὰ μὴ ἐγείρῃ νέας ἀξιώσεις, καὶ νὰ ζητῇ νέα χρηματικὰ ποσά διὰ νὰ καθυστερήσῃ τὴν ὑπογραφὴν τῆς εἰρήνης.: [932, 1449, 1206, 1539]
